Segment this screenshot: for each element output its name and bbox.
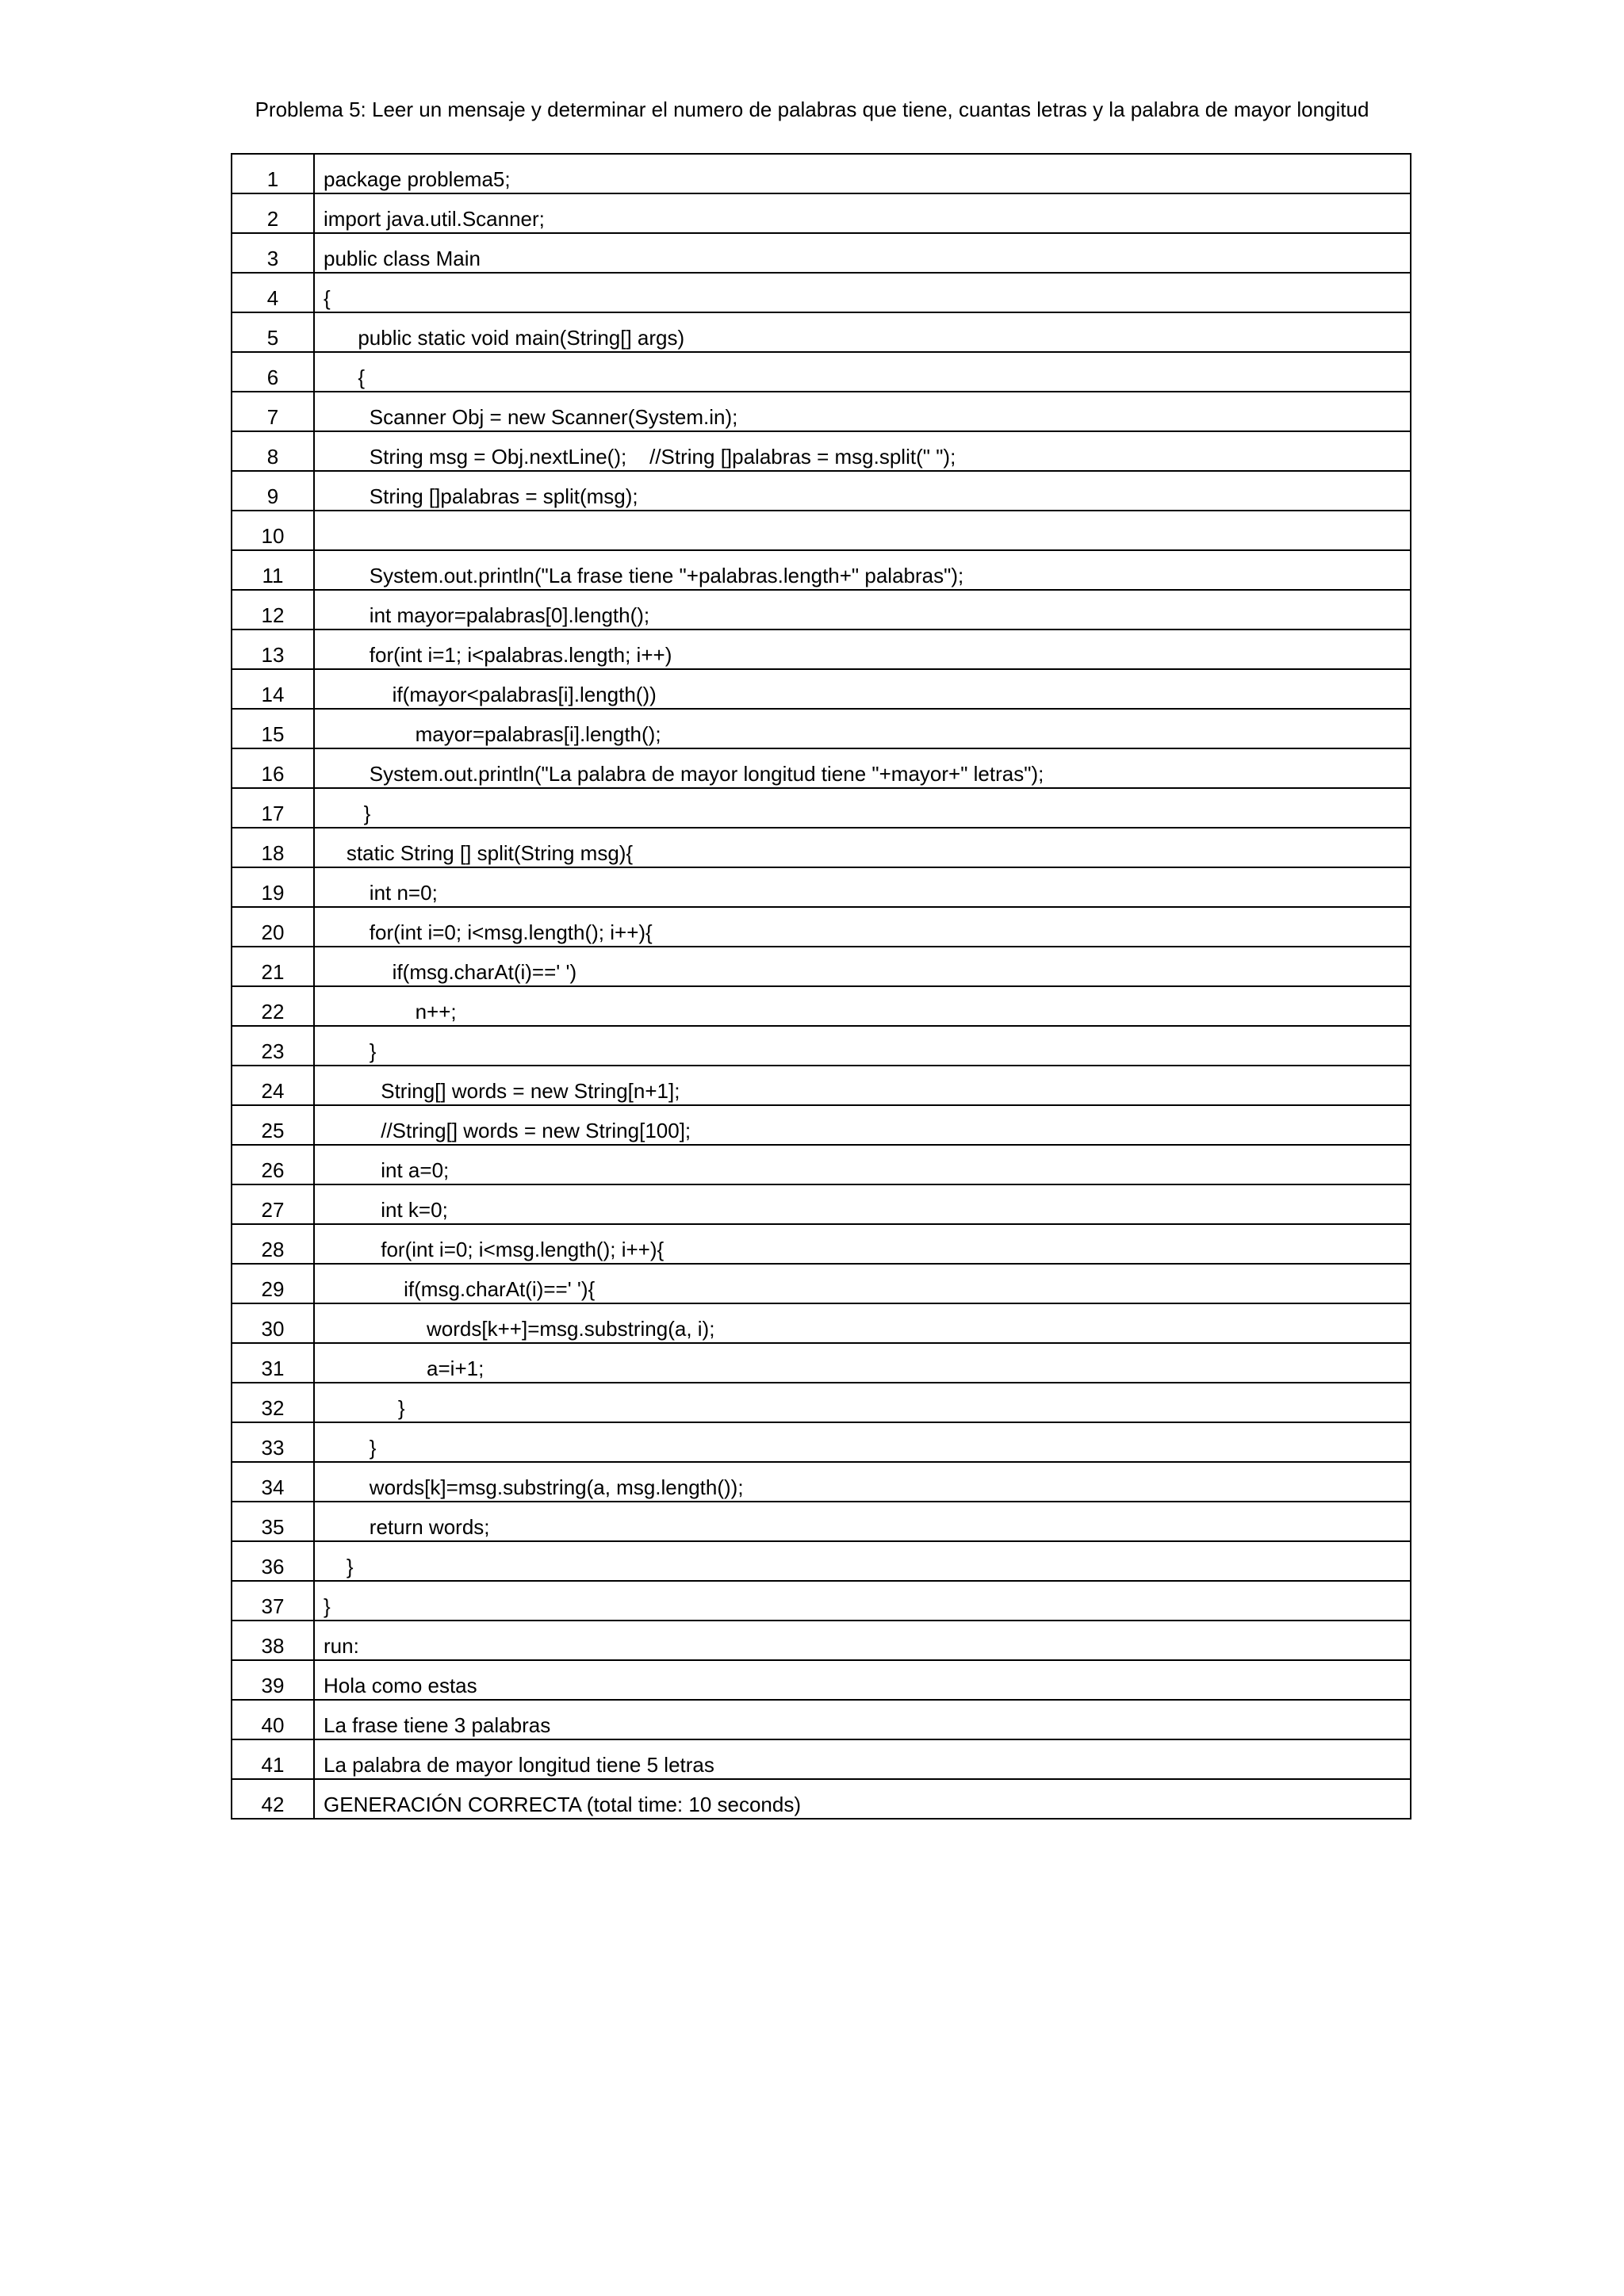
line-number-cell: 15 bbox=[232, 709, 314, 748]
line-number-cell: 32 bbox=[232, 1383, 314, 1422]
line-number-cell: 22 bbox=[232, 986, 314, 1026]
code-line-row bbox=[232, 1462, 1411, 1502]
code-text-cell: for(int i=0; i<msg.length(); i++){ bbox=[314, 907, 1411, 947]
code-line-row bbox=[232, 312, 1411, 352]
code-line-row bbox=[232, 1303, 1411, 1343]
code-line-row bbox=[232, 1145, 1411, 1184]
line-number-cell: 10 bbox=[232, 511, 314, 550]
code-text-cell: import java.util.Scanner; bbox=[314, 193, 1411, 233]
code-text-cell: public static void main(String[] args) bbox=[314, 312, 1411, 352]
line-number-cell: 3 bbox=[232, 233, 314, 273]
code-text-cell: { bbox=[314, 352, 1411, 392]
line-number-cell: 1 bbox=[232, 154, 314, 193]
code-text-cell: public class Main bbox=[314, 233, 1411, 273]
code-line-row bbox=[232, 1105, 1411, 1145]
line-number-cell: 13 bbox=[232, 629, 314, 669]
code-line-row bbox=[232, 947, 1411, 986]
code-line-row bbox=[232, 392, 1411, 431]
code-line-row bbox=[232, 1739, 1411, 1779]
line-number-cell: 23 bbox=[232, 1026, 314, 1066]
code-text-cell: System.out.println("La frase tiene "+palabras.length+" palabras"); bbox=[314, 550, 1411, 590]
code-line-row bbox=[232, 1581, 1411, 1621]
line-number-cell: 20 bbox=[232, 907, 314, 947]
code-text-cell: int n=0; bbox=[314, 867, 1411, 907]
code-text-cell: System.out.println("La palabra de mayor longitud tiene "+mayor+" letras"); bbox=[314, 748, 1411, 788]
code-text-cell: //String[] words = new String[100]; bbox=[314, 1105, 1411, 1145]
code-line-row bbox=[232, 1383, 1411, 1422]
code-text-cell: La frase tiene 3 palabras bbox=[314, 1700, 1411, 1739]
code-line-row bbox=[232, 154, 1411, 193]
code-text-cell: String[] words = new String[n+1]; bbox=[314, 1066, 1411, 1105]
code-text-cell: } bbox=[314, 1541, 1411, 1581]
code-line-row bbox=[232, 1660, 1411, 1700]
line-number-cell: 36 bbox=[232, 1541, 314, 1581]
line-number-cell: 26 bbox=[232, 1145, 314, 1184]
line-number-cell: 6 bbox=[232, 352, 314, 392]
line-number-cell: 5 bbox=[232, 312, 314, 352]
code-text-cell: { bbox=[314, 273, 1411, 312]
line-number-cell: 35 bbox=[232, 1502, 314, 1541]
line-number-cell: 27 bbox=[232, 1184, 314, 1224]
code-text-cell: if(mayor<palabras[i].length()) bbox=[314, 669, 1411, 709]
code-text-cell: String msg = Obj.nextLine(); //String []palabras = msg.split(" "); bbox=[314, 431, 1411, 471]
code-line-row bbox=[232, 431, 1411, 471]
line-number-cell: 24 bbox=[232, 1066, 314, 1105]
code-line-row bbox=[232, 828, 1411, 867]
line-number-cell: 4 bbox=[232, 273, 314, 312]
code-text-cell: if(msg.charAt(i)==' ') bbox=[314, 947, 1411, 986]
line-number-cell: 37 bbox=[232, 1581, 314, 1621]
code-line-row bbox=[232, 590, 1411, 629]
line-number-cell: 34 bbox=[232, 1462, 314, 1502]
line-number-cell: 12 bbox=[232, 590, 314, 629]
line-number-cell: 25 bbox=[232, 1105, 314, 1145]
code-text-cell: return words; bbox=[314, 1502, 1411, 1541]
code-line-row bbox=[232, 1779, 1411, 1819]
code-text-cell: words[k++]=msg.substring(a, i); bbox=[314, 1303, 1411, 1343]
code-text-cell: String []palabras = split(msg); bbox=[314, 471, 1411, 511]
code-line-row bbox=[232, 986, 1411, 1026]
line-number-cell: 14 bbox=[232, 669, 314, 709]
code-text-cell: static String [] split(String msg){ bbox=[314, 828, 1411, 867]
code-line-row bbox=[232, 1621, 1411, 1660]
code-line-row bbox=[232, 1502, 1411, 1541]
line-number-cell: 38 bbox=[232, 1621, 314, 1660]
line-number-cell: 30 bbox=[232, 1303, 314, 1343]
code-listing-table bbox=[231, 153, 1411, 1820]
line-number-cell: 17 bbox=[232, 788, 314, 828]
line-number-cell: 11 bbox=[232, 550, 314, 590]
code-text-cell: mayor=palabras[i].length(); bbox=[314, 709, 1411, 748]
code-text-cell: words[k]=msg.substring(a, msg.length()); bbox=[314, 1462, 1411, 1502]
code-text-cell: int k=0; bbox=[314, 1184, 1411, 1224]
code-text-cell: } bbox=[314, 788, 1411, 828]
code-text-cell: int mayor=palabras[0].length(); bbox=[314, 590, 1411, 629]
code-line-row bbox=[232, 907, 1411, 947]
line-number-cell: 18 bbox=[232, 828, 314, 867]
code-line-row bbox=[232, 471, 1411, 511]
code-text-cell: Hola como estas bbox=[314, 1660, 1411, 1700]
line-number-cell: 33 bbox=[232, 1422, 314, 1462]
line-number-cell: 31 bbox=[232, 1343, 314, 1383]
code-text-cell: run: bbox=[314, 1621, 1411, 1660]
code-text-cell: int a=0; bbox=[314, 1145, 1411, 1184]
line-number-cell: 19 bbox=[232, 867, 314, 907]
code-text-cell: GENERACIÓN CORRECTA (total time: 10 seconds) bbox=[314, 1779, 1411, 1819]
line-number-cell: 40 bbox=[232, 1700, 314, 1739]
code-line-row bbox=[232, 1541, 1411, 1581]
line-number-cell: 16 bbox=[232, 748, 314, 788]
code-line-row bbox=[232, 1343, 1411, 1383]
code-line-row bbox=[232, 273, 1411, 312]
code-line-row bbox=[232, 550, 1411, 590]
code-text-cell: n++; bbox=[314, 986, 1411, 1026]
code-line-row bbox=[232, 709, 1411, 748]
line-number-cell: 42 bbox=[232, 1779, 314, 1819]
code-text-cell bbox=[314, 511, 1411, 550]
line-number-cell: 9 bbox=[232, 471, 314, 511]
code-text-cell: for(int i=1; i<palabras.length; i++) bbox=[314, 629, 1411, 669]
code-line-row bbox=[232, 867, 1411, 907]
code-line-row bbox=[232, 1700, 1411, 1739]
code-line-row bbox=[232, 511, 1411, 550]
code-line-row bbox=[232, 352, 1411, 392]
code-line-row bbox=[232, 748, 1411, 788]
line-number-cell: 41 bbox=[232, 1739, 314, 1779]
code-text-cell: Scanner Obj = new Scanner(System.in); bbox=[314, 392, 1411, 431]
code-text-cell: } bbox=[314, 1026, 1411, 1066]
code-line-row bbox=[232, 629, 1411, 669]
code-line-row bbox=[232, 1264, 1411, 1303]
code-line-row bbox=[232, 788, 1411, 828]
code-text-cell: } bbox=[314, 1422, 1411, 1462]
code-line-row bbox=[232, 1026, 1411, 1066]
page-title: Problema 5: Leer un mensaje y determinar el numero de palabras que tiene, cuantas letras y la palabra de mayor longitud bbox=[255, 98, 1369, 121]
code-text-cell: for(int i=0; i<msg.length(); i++){ bbox=[314, 1224, 1411, 1264]
code-line-row bbox=[232, 1422, 1411, 1462]
line-number-cell: 21 bbox=[232, 947, 314, 986]
code-text-cell: } bbox=[314, 1581, 1411, 1621]
code-text-cell: a=i+1; bbox=[314, 1343, 1411, 1383]
line-number-cell: 28 bbox=[232, 1224, 314, 1264]
code-line-row bbox=[232, 1066, 1411, 1105]
code-text-cell: } bbox=[314, 1383, 1411, 1422]
code-line-row bbox=[232, 669, 1411, 709]
line-number-cell: 39 bbox=[232, 1660, 314, 1700]
code-line-row bbox=[232, 233, 1411, 273]
line-number-cell: 7 bbox=[232, 392, 314, 431]
code-line-row bbox=[232, 1224, 1411, 1264]
code-text-cell: La palabra de mayor longitud tiene 5 letras bbox=[314, 1739, 1411, 1779]
code-text-cell: if(msg.charAt(i)==' '){ bbox=[314, 1264, 1411, 1303]
line-number-cell: 8 bbox=[232, 431, 314, 471]
code-text-cell: package problema5; bbox=[314, 154, 1411, 193]
code-line-row bbox=[232, 1184, 1411, 1224]
code-line-row bbox=[232, 193, 1411, 233]
line-number-cell: 2 bbox=[232, 193, 314, 233]
line-number-cell: 29 bbox=[232, 1264, 314, 1303]
code-listing-body bbox=[232, 154, 1411, 1819]
